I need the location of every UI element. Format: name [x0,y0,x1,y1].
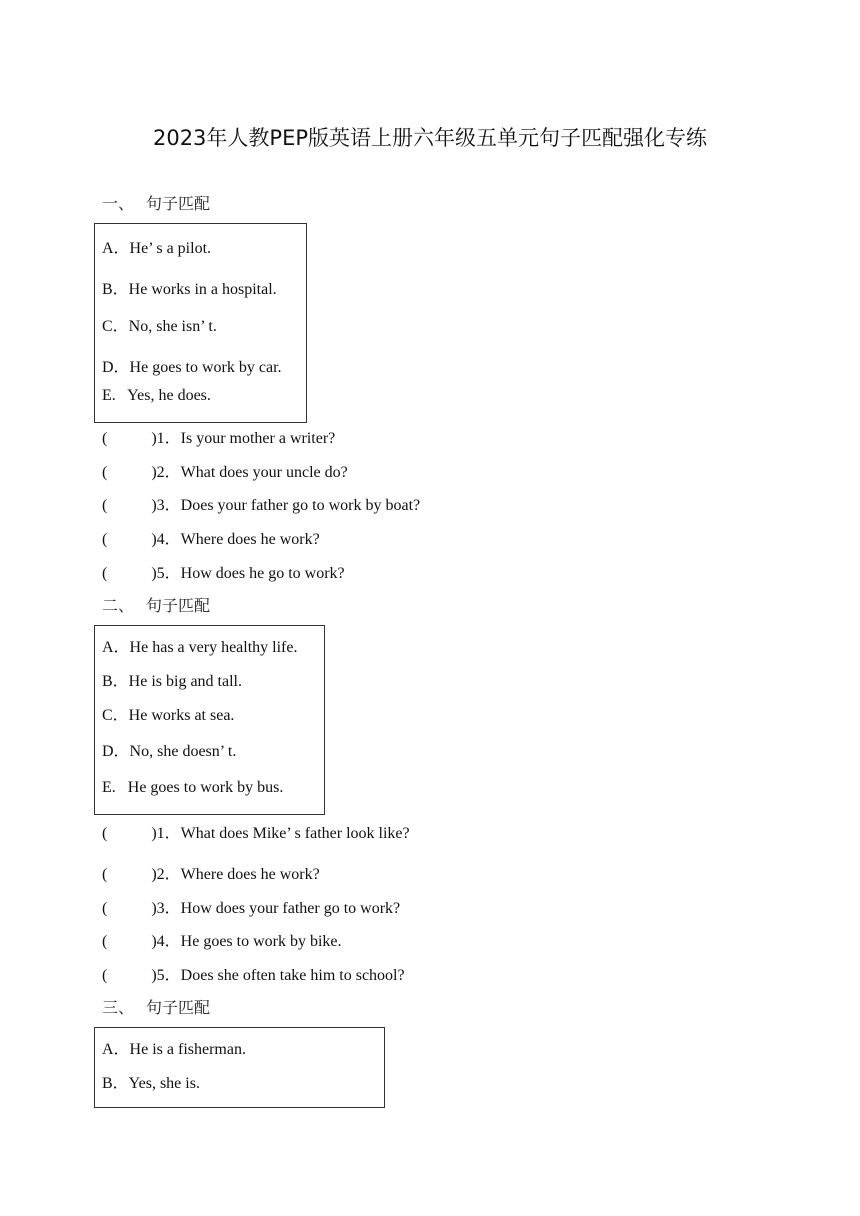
option-item: E. He goes to work by bus. [102,779,284,796]
section-1-heading [102,191,210,214]
question-item: ( )4．Where does he work? [102,531,320,548]
option-item: A．He’ s a pilot. [102,240,212,257]
option-item: C．He works at sea. [102,707,235,724]
option-item: D．He goes to work by car. [102,359,282,376]
question-item: ( )5．How does he go to work? [102,565,345,582]
section-2-heading [102,593,210,616]
question-item: ( )2．Where does he work? [102,866,320,883]
option-item: B．Yes, she is. [102,1075,200,1092]
section-heading-text: 句子匹配 [146,194,211,213]
option-item: B．He works in a hospital. [102,281,277,298]
section-heading-text: 句子匹配 [146,596,211,615]
question-item: ( )4．He goes to work by bike. [102,933,342,950]
section-3-heading [102,995,210,1018]
option-item: C．No, she isn’ t. [102,318,217,335]
option-item: A．He has a very healthy life. [102,639,298,656]
question-item: ( )2．What does your uncle do? [102,464,348,481]
question-item: ( )5．Does she often take him to school? [102,967,405,984]
page-title: 2023年人教PEP版英语上册六年级五单元句子匹配强化专练 [152,126,708,150]
question-item: ( )1．Is your mother a writer? [102,430,336,447]
option-item: B．He is big and tall. [102,673,242,690]
section-number: 三、 [102,998,135,1017]
section-heading-text: 句子匹配 [146,998,211,1017]
option-item: A．He is a fisherman. [102,1041,246,1058]
option-item: D．No, she doesn’ t. [102,743,237,760]
section-number: 一、 [102,194,135,213]
option-item: E. Yes, he does. [102,387,211,404]
question-item: ( )3．How does your father go to work? [102,900,401,917]
question-item: ( )3．Does your father go to work by boat? [102,497,421,514]
section-number: 二、 [102,596,135,615]
question-item: ( )1．What does Mike’ s father look like? [102,825,410,842]
